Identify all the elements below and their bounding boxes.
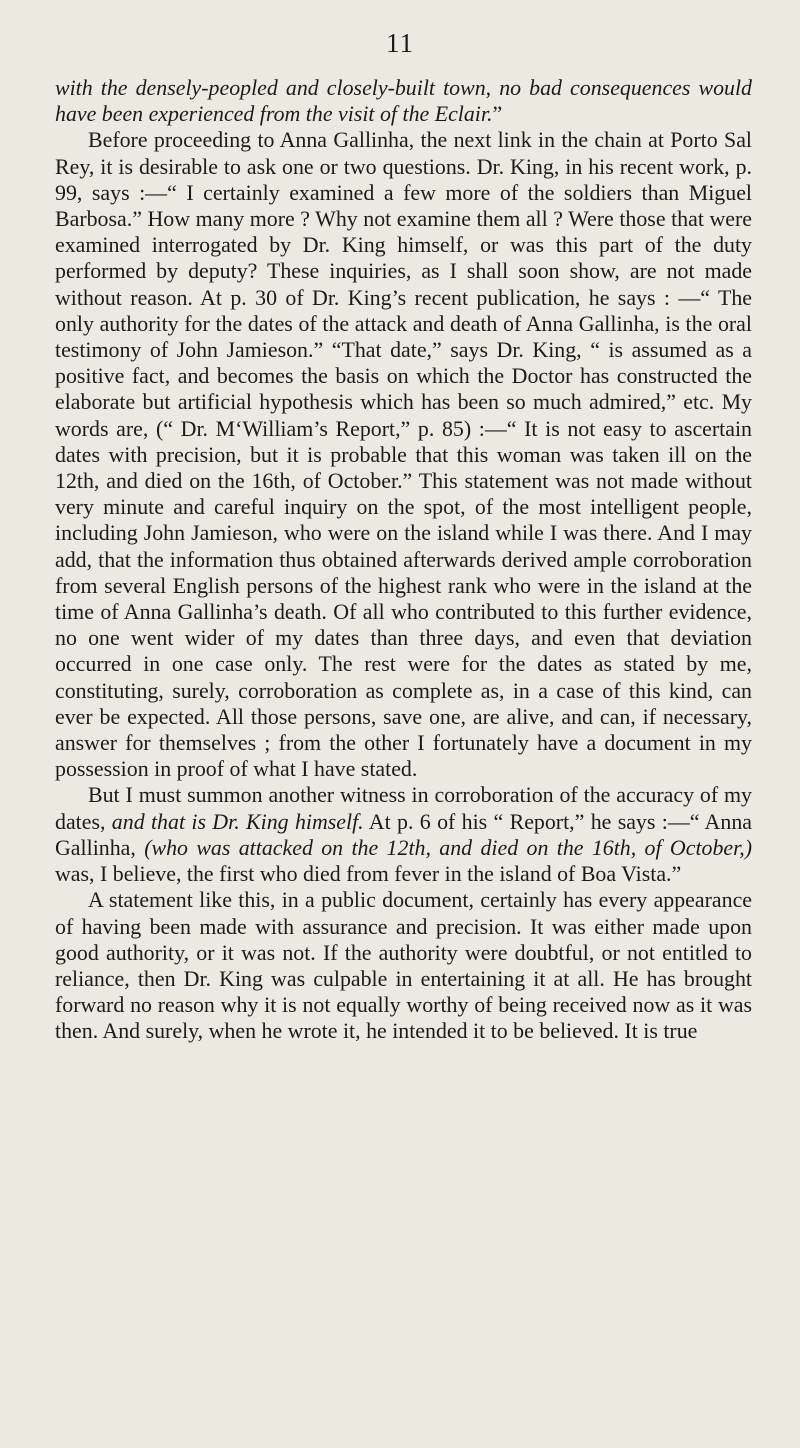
text-segment: But I must summon another witness in corroboration of the accuracy of my dates, (55, 782, 752, 834)
paragraph-questions (55, 127, 752, 782)
paragraph-continuation (55, 75, 752, 127)
page-number: 11 (386, 28, 414, 58)
text-segment: A statement like this, in a public document, certainly has every appearance of having been made with assurance and precision. It was either made upon good authority, or it was not. If the authority were doubtful, or not entitled to reliance, then Dr. King was culpable in entertaining it at all. He has brought forward no reason why it is not equally worthy of being received now as it was then. And surely, when he wrote it, he intended it to be believed. It is true (55, 887, 752, 1044)
text-segment: ” (492, 101, 503, 127)
text-segment: Before proceeding to Anna Gallinha, the next link in the chain at Porto Sal Rey, it is desirable to ask one or two questions. Dr. King, in his recent work, p. 99, says :—“ I certainly examined a few more of the soldiers than Miguel Barbosa.” How many more ? Why not examine them all ? Were those that were examined interrogated by Dr. King himself, or was this part of the duty performed by deputy? These inquiries, as I shall soon show, are not made without reason. At p. 30 of Dr. King’s recent publication, he says : —“ The only authority for the dates of the attack and death of Anna Gallinha, is the oral testimony of John Jamieson.” “That date,” says Dr. King, “ is assumed as a positive fact, and becomes the basis on which the Doctor has constructed the elaborate but artificial hypothesis which has been so much admired,” etc. My words are, (“ Dr. M‘William’s Report,” p. 85) :—“ It is not easy to ascertain dates with precision, but it is probable that this woman was taken ill on the 12th, and died on the 16th, of October.” This statement was not made without very minute and careful inquiry on the spot, of the most intelligent people, including John Jamieson, who were on the island while I was there. And I may add, that the information thus obtained afterwards derived ample corroboration from several English persons of the highest rank who were in the island at the time of Anna Gallinha’s death. Of all who contributed to this further evidence, no one went wider of my dates than three days, and even that deviation occurred in one case only. The rest were for the dates as stated by me, constituting, surely, corroboration as complete as, in a case of this kind, can ever be expected. All those persons, save one, are alive, and can, if necessary, answer for themselves ; from the other I fortunately have a document in my possession in proof of what I have stated. (55, 127, 752, 782)
text-segment-italic: and that is Dr. King himself. (111, 808, 364, 834)
paragraph-statement (55, 887, 752, 1044)
text-segment: At p. 6 of his “ Report,” he says :—“ Anna Gallinha, (55, 808, 752, 860)
body-text (55, 75, 752, 1045)
paragraph-witness (55, 782, 752, 887)
text-segment-italic: (who was attacked on the 12th, and died on the 16th, of October,) (144, 834, 752, 860)
text-segment-italic: with the densely-peopled and closely-built town, no bad consequences would have been experienced from the visit of the Eclair. (55, 75, 752, 127)
text-segment: was, I believe, the first who died from fever in the island of Boa Vista.” (55, 861, 682, 887)
